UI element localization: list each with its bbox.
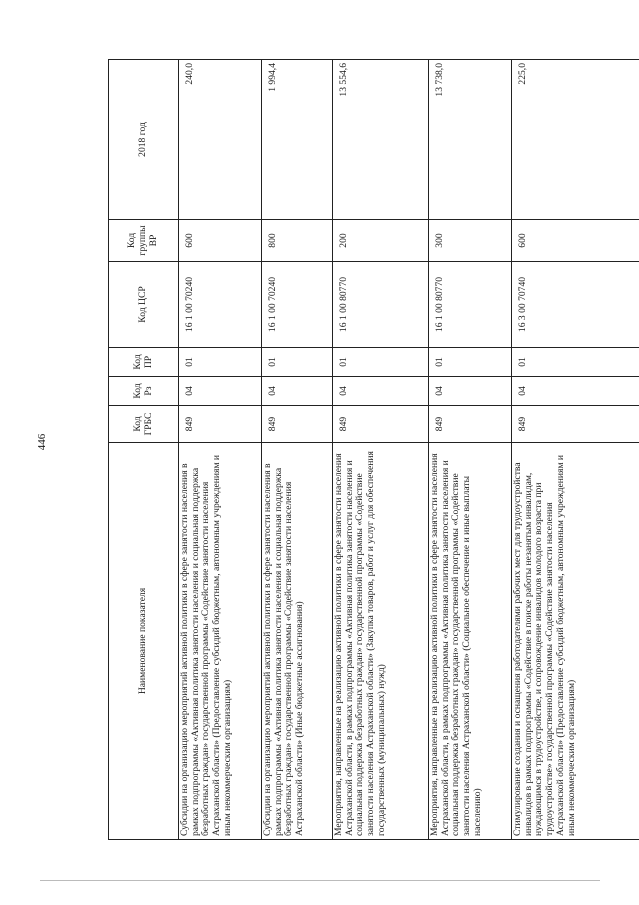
cell-pr-code: 01: [512, 348, 639, 377]
header-vr-group-code: Код группы ВР: [109, 220, 179, 262]
page-bottom-divider: [40, 880, 600, 881]
cell-csr-code: 16 3 00 70740: [512, 262, 639, 348]
cell-grbs-code: 849: [262, 406, 333, 443]
cell-amount-2018: 225,0: [512, 60, 639, 220]
cell-pr-code: 01: [333, 348, 429, 377]
cell-csr-code: 16 1 00 70240: [179, 262, 262, 348]
table-row: [333, 60, 429, 840]
header-pr-code: Код ПР: [109, 348, 179, 377]
cell-rz-code: 04: [429, 377, 512, 406]
cell-indicator-name: Субсидии на организацию мероприятий активной политики в сфере занятости населения в рамках подпрограммы «Активная политика занятости населения и социальная поддержка безработных граждан» государственной программы «Содействие занятости населения Астраханской области» (Предоставление субсидий бюджетным, автономным учреждениям и иным некоммерческим организациям): [179, 443, 262, 840]
header-indicator-name: Наименование показателя: [109, 443, 179, 840]
cell-vr-group-code: 600: [512, 220, 639, 262]
cell-rz-code: 04: [262, 377, 333, 406]
cell-rz-code: 04: [512, 377, 639, 406]
cell-vr-group-code: 800: [262, 220, 333, 262]
cell-csr-code: 16 1 00 80770: [429, 262, 512, 348]
page-number: 446: [36, 433, 48, 451]
cell-vr-group-code: 300: [429, 220, 512, 262]
table-row: [262, 60, 333, 840]
cell-indicator-name: Мероприятия, направленные на реализацию активной политики в сфере занятости населения Астраханской области, в рамках подпрограммы «Активная политика занятости населения и социальная поддержка безработных граждан» государственной программы «Содействие занятости населения Астраханской области» (Социальное обеспечение и иные выплаты населению): [429, 443, 512, 840]
cell-grbs-code: 849: [512, 406, 639, 443]
table-row: [179, 60, 262, 840]
cell-amount-2018: 1 994,4: [262, 60, 333, 220]
cell-pr-code: 01: [262, 348, 333, 377]
cell-indicator-name: Стимулирование создания и оснащения работодателями рабочих мест для трудоустройства инвалидов в рамках подпрограммы «Содействие в поиске работы незанятым инвалидам, нуждающимся в трудоустройстве, и сопровождение инвалидов молодого возраста при трудоустройстве» государственной программы «Содействие занятости населения Астраханской области» (Предоставление субсидий бюджетным, автономным учреждениям и иным некоммерческим организациям): [512, 443, 639, 840]
cell-grbs-code: 849: [333, 406, 429, 443]
budget-table: [108, 59, 639, 840]
cell-indicator-name: Субсидии на организацию мероприятий активной политики в сфере занятости населения в рамках подпрограммы «Активная политика занятости населения и социальная поддержка безработных граждан» государственной программы «Содействие занятости населения Астраханской области» (Иные бюджетные ассигнования): [262, 443, 333, 840]
cell-indicator-name: Мероприятия, направленные на реализацию активной политики в сфере занятости населения Астраханской области, в рамках подпрограммы «Активная политика занятости населения и социальная поддержка безработных граждан» государственной программы «Содействие занятости населения Астраханской области» (Закупка товаров, работ и услуг для обеспечения государственных (муниципальных) нужд): [333, 443, 429, 840]
header-csr-code: Код ЦСР: [109, 262, 179, 348]
cell-pr-code: 01: [179, 348, 262, 377]
cell-amount-2018: 13 738,0: [429, 60, 512, 220]
table-header-row: [109, 60, 179, 840]
cell-csr-code: 16 1 00 70240: [262, 262, 333, 348]
table-row: [429, 60, 512, 840]
cell-csr-code: 16 1 00 80770: [333, 262, 429, 348]
cell-vr-group-code: 200: [333, 220, 429, 262]
cell-rz-code: 04: [179, 377, 262, 406]
cell-amount-2018: 240,0: [179, 60, 262, 220]
cell-vr-group-code: 600: [179, 220, 262, 262]
cell-amount-2018: 13 554,6: [333, 60, 429, 220]
cell-rz-code: 04: [333, 377, 429, 406]
header-rz-code: Код Рз: [109, 377, 179, 406]
header-grbs-code: Код ГРБС: [109, 406, 179, 443]
cell-grbs-code: 849: [179, 406, 262, 443]
cell-grbs-code: 849: [429, 406, 512, 443]
cell-pr-code: 01: [429, 348, 512, 377]
budget-table-container: [108, 60, 639, 840]
table-row: [512, 60, 639, 840]
header-year-2018: 2018 год: [109, 60, 179, 220]
